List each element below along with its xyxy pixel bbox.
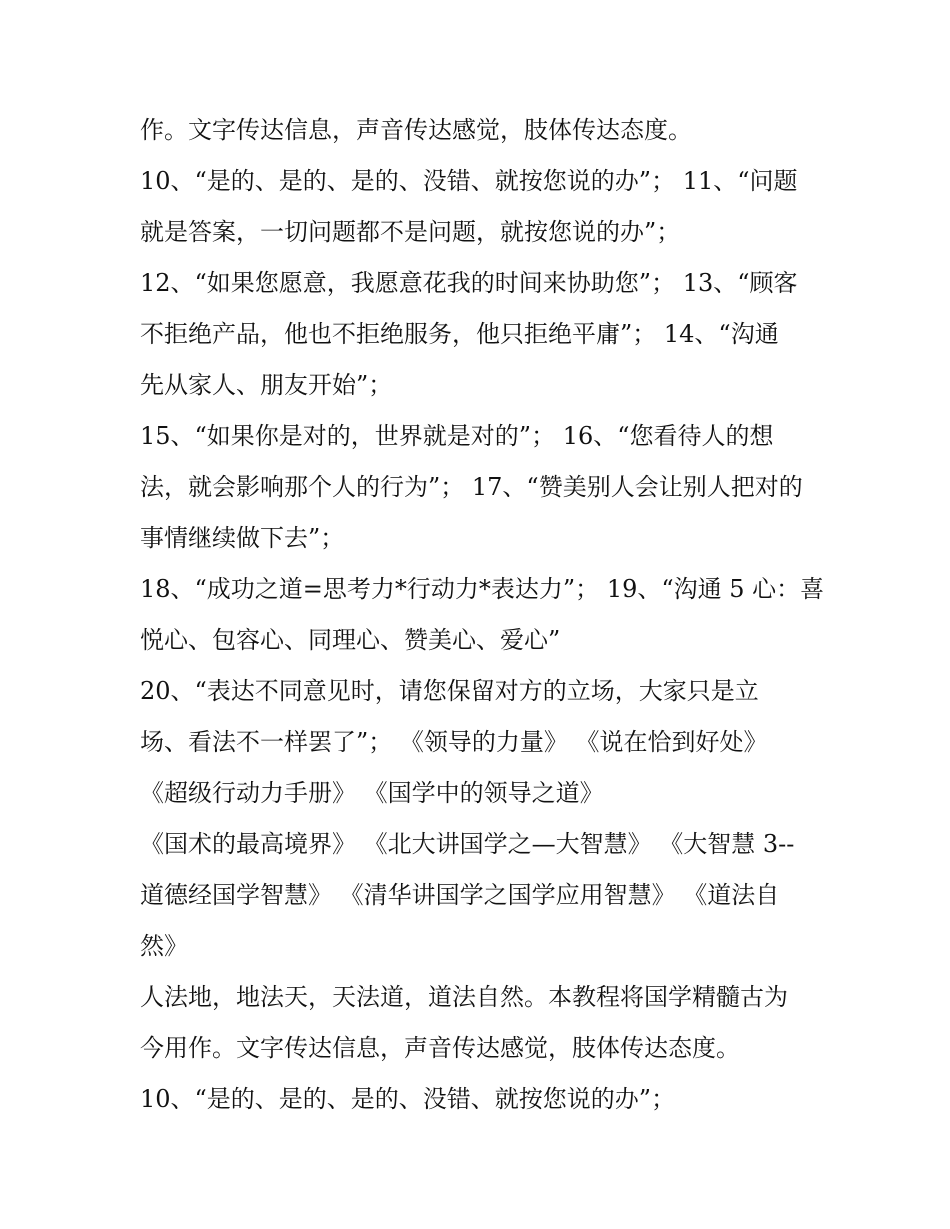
text-line: 今用作。文字传达信息，声音传达感觉，肢体传达态度。 <box>140 1034 740 1062</box>
text-line: 《超级行动力手册》 《国学中的领导之道》 <box>140 779 604 807</box>
text-line: 法，就会影响那个人的行为”； 17、“赞美别人会让别人把对的 <box>140 473 803 501</box>
text-line: 《国术的最高境界》 《北大讲国学之—大智慧》 《大智慧 3-- <box>140 830 795 858</box>
text-line: 18、“成功之道=思考力*行动力*表达力”； 19、“沟通 5 心：喜 <box>140 575 825 603</box>
text-line: 作。文字传达信息，声音传达感觉，肢体传达态度。 <box>140 116 692 144</box>
text-line: 20、“表达不同意见时，请您保留对方的立场，大家只是立 <box>140 677 759 705</box>
text-line: 10、“是的、是的、是的、没错、就按您说的办”； 11、“问题 <box>140 167 798 195</box>
text-line: 10、“是的、是的、是的、没错、就按您说的办”； <box>140 1085 676 1113</box>
text-line: 12、“如果您愿意，我愿意花我的时间来协助您”； 13、“顾客 <box>140 269 798 297</box>
text-line: 人法地，地法天，天法道，道法自然。本教程将国学精髓古为 <box>140 983 788 1011</box>
text-line: 15、“如果你是对的，世界就是对的”； 16、“您看待人的想 <box>140 422 774 450</box>
text-line: 然》 <box>140 932 188 960</box>
text-line: 道德经国学智慧》 《清华讲国学之国学应用智慧》 《道法自 <box>140 881 780 909</box>
body-text <box>140 105 830 1125</box>
text-line: 不拒绝产品，他也不拒绝服务，他只拒绝平庸”； 14、“沟通 <box>140 320 779 348</box>
text-line: 悦心、包容心、同理心、赞美心、爱心” <box>140 626 561 654</box>
text-line: 就是答案，一切问题都不是问题，就按您说的办”； <box>140 218 681 246</box>
text-line: 事情继续做下去”； <box>140 524 345 552</box>
text-line: 场、看法不一样罢了”； 《领导的力量》 《说在恰到好处》 <box>140 728 768 756</box>
text-line: 先从家人、朋友开始”； <box>140 371 393 399</box>
